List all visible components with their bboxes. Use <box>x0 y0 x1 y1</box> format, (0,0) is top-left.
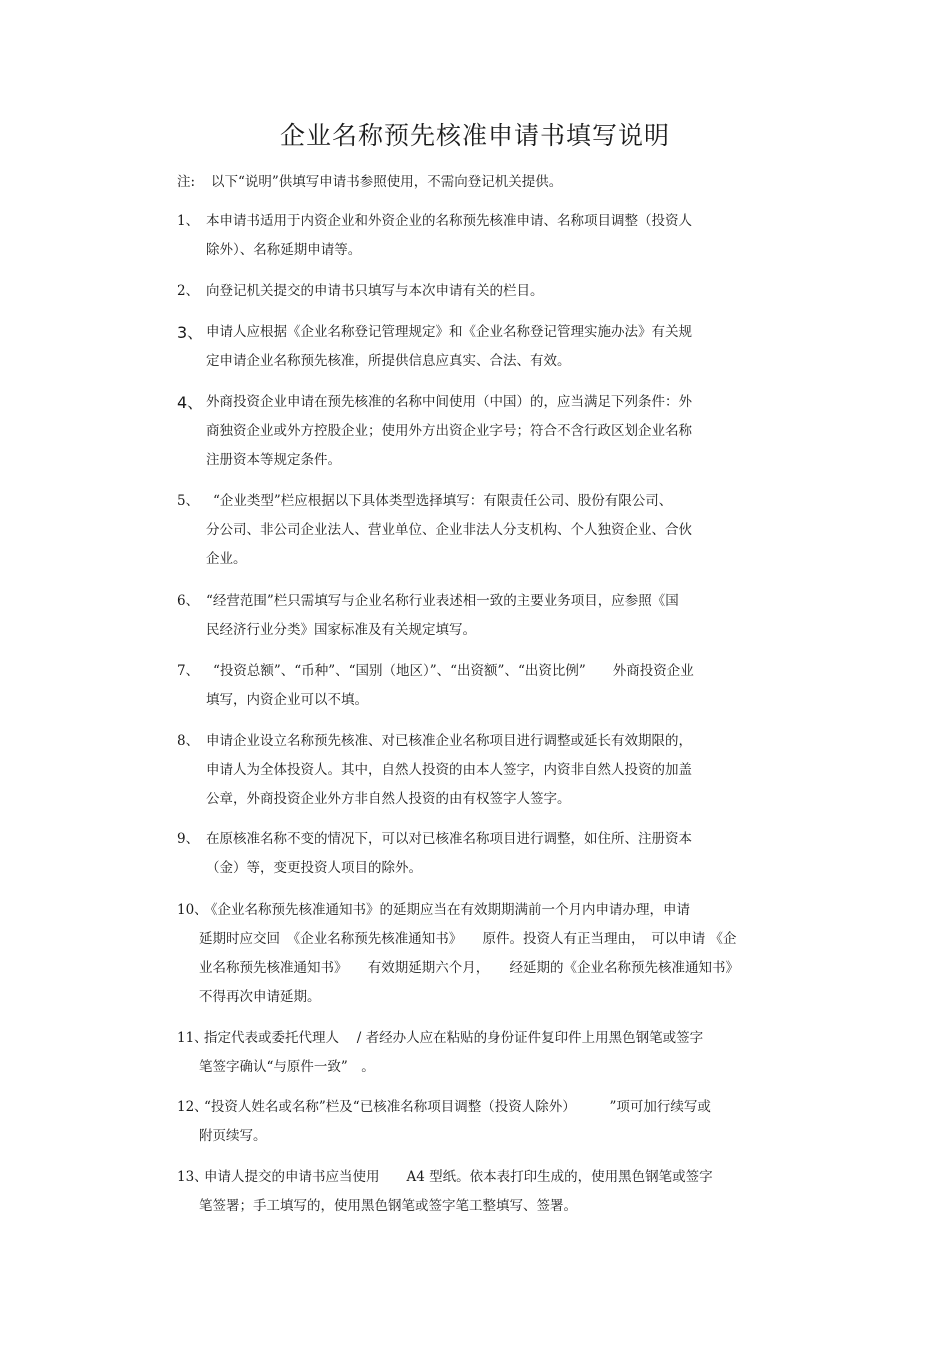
note-label: 注: <box>177 174 196 190</box>
item-number: 5、 <box>177 493 200 509</box>
item-number: 12、 <box>177 1099 208 1115</box>
item-text-line: 业名称预先核准通知书》 有效期延期六个月， 经延期的《企业名称预先核准通知书》 <box>199 960 739 976</box>
item-text-line: 申请企业设立名称预先核准、对已核准企业名称项目进行调整或延长有效期限的， <box>206 733 692 749</box>
item-text-line: 商独资企业或外方控股企业；使用外方出资企业字号；符合不含行政区划企业名称 <box>206 423 692 439</box>
item-text-line: 定申请企业名称预先核准，所提供信息应真实、合法、有效。 <box>206 353 571 369</box>
item-text-line: 外商投资企业申请在预先核准的名称中间使用（中国）的，应当满足下列条件：外 <box>206 394 692 410</box>
item-text-line: 《企业名称预先核准通知书》的延期应当在有效期期满前一个月内申请办理，申请 <box>204 902 690 918</box>
item-text-line: 除外）、名称延期申请等。 <box>206 242 362 258</box>
item-text-line: 注册资本等规定条件。 <box>206 452 341 468</box>
item-number: 10、 <box>177 902 208 918</box>
item-text-line: 公章，外商投资企业外方非自然人投资的由有权签字人签字。 <box>206 791 571 807</box>
item-text-line: 申请人为全体投资人。其中，自然人投资的由本人签字，内资非自然人投资的加盖 <box>206 762 692 778</box>
item-text-line: 笔签署；手工填写的，使用黑色钢笔或签字笔工整填写、签署。 <box>199 1198 577 1214</box>
item-text-line: （金）等，变更投资人项目的除外。 <box>206 860 422 876</box>
item-text-line: 填写，内资企业可以不填。 <box>206 692 368 708</box>
item-text-line: “经营范围”栏只需填写与企业名称行业表述相一致的主要业务项目，应参照《国 <box>206 593 679 609</box>
item-number: 1、 <box>177 213 200 229</box>
item-text-line: 分公司、非公司企业法人、营业单位、企业非法人分支机构、个人独资企业、合伙 <box>206 522 692 538</box>
item-text-line: 向登记机关提交的申请书只填写与本次申请有关的栏目。 <box>206 283 544 299</box>
page-title: 企业名称预先核准申请书填写说明 <box>279 121 670 150</box>
note <box>177 172 562 192</box>
item-number: 2、 <box>177 283 200 299</box>
item-text-line: 民经济行业分类》国家标准及有关规定填写。 <box>206 622 476 638</box>
item-text-line: 企业。 <box>206 551 247 567</box>
item-text-line: 申请人应根据《企业名称登记管理规定》和《企业名称登记管理实施办法》有关规 <box>206 324 692 340</box>
item-number: 11、 <box>177 1030 208 1046</box>
item-text-line: 在原核准名称不变的情况下，可以对已核准名称项目进行调整，如住所、注册资本 <box>206 831 692 847</box>
item-text-line: 延期时应交回 《企业名称预先核准通知书》 原件。投资人有正当理由， 可以申请 《企 <box>199 931 737 947</box>
item-text-line: 附页续写。 <box>199 1128 267 1144</box>
item-number: 4、 <box>177 393 204 412</box>
item-text-line: “投资人姓名或名称”栏及“已核准名称项目调整（投资人除外） ”项可加行续写或 <box>204 1099 711 1115</box>
item-text-line: 指定代表或委托代理人 / 者经办人应在粘贴的身份证件复印件上用黑色钢笔或签字 <box>204 1030 704 1046</box>
item-text-line: 不得再次申请延期。 <box>199 989 321 1005</box>
item-number: 6、 <box>177 593 200 609</box>
item-number: 9、 <box>177 831 200 847</box>
item-number: 8、 <box>177 733 200 749</box>
item-text-line: 申请人提交的申请书应当使用 A4 型纸。依本表打印生成的，使用黑色钢笔或签字 <box>204 1169 713 1185</box>
item-number: 3、 <box>177 323 204 342</box>
item-text-line: 笔签字确认“与原件一致” 。 <box>199 1059 375 1075</box>
item-text-line: 本申请书适用于内资企业和外资企业的名称预先核准申请、名称项目调整（投资人 <box>206 213 692 229</box>
item-number: 7、 <box>177 663 200 679</box>
item-text-line: “企业类型”栏应根据以下具体类型选择填写：有限责任公司、股份有限公司、 <box>213 493 673 509</box>
item-number: 13、 <box>177 1169 208 1185</box>
note-text: 以下“说明”供填写申请书参照使用，不需向登记机关提供。 <box>211 174 563 190</box>
item-text-line: “投资总额”、“币种”、“国别（地区）”、“出资额”、“出资比例” 外商投资企业 <box>213 663 694 679</box>
